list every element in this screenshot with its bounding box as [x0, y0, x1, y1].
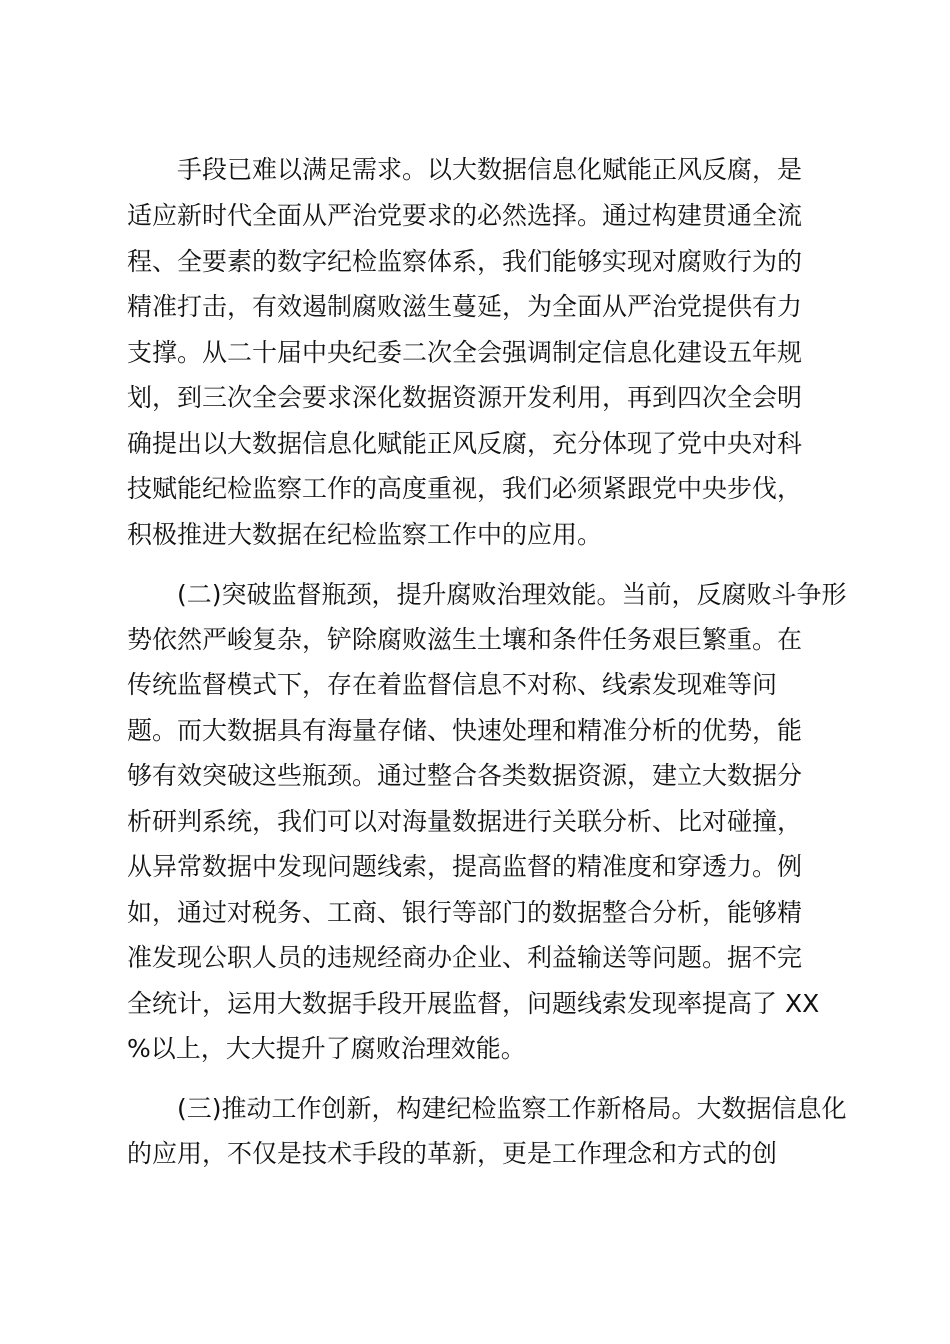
paragraph-line: 够有效突破这些瓶颈。通过整合各类数据资源，建立大数据分 — [127, 761, 803, 790]
paragraph-line: 如，通过对税务、工商、银行等部门的数据整合分析，能够精 — [127, 898, 803, 927]
paragraph-line: 析研判系统，我们可以对海量数据进行关联分析、比对碰撞， — [127, 807, 803, 836]
paragraph-line: 精准打击，有效遏制腐败滋生蔓延，为全面从严治党提供有力 — [127, 292, 803, 321]
section-heading-line: (二)突破监督瓶颈，提升腐败治理效能。当前，反腐败斗争形 — [177, 580, 847, 609]
paragraph-line: 积极推进大数据在纪检监察工作中的应用。 — [127, 520, 603, 549]
paragraph-line: 适应新时代全面从严治党要求的必然选择。通过构建贯通全流 — [127, 201, 803, 230]
paragraph-line: 技赋能纪检监察工作的高度重视，我们必须紧跟党中央步伐， — [127, 474, 803, 503]
paragraph-line: 划，到三次全会要求深化数据资源开发利用，再到四次全会明 — [127, 383, 803, 412]
paragraph-line: 传统监督模式下，存在着监督信息不对称、线索发现难等问 — [127, 670, 778, 699]
paragraph-line: 的应用，不仅是技术手段的革新，更是工作理念和方式的创 — [127, 1139, 778, 1168]
paragraph-line: 从异常数据中发现问题线索，提高监督的精准度和穿透力。例 — [127, 852, 803, 881]
paragraph-line: 势依然严峻复杂，铲除腐败滋生土壤和条件任务艰巨繁重。在 — [127, 625, 803, 654]
paragraph-line: 支撑。从二十届中央纪委二次全会强调制定信息化建设五年规 — [127, 338, 803, 367]
paragraph-line: 全统计，运用大数据手段开展监督，问题线索发现率提高了 XX — [127, 989, 820, 1018]
paragraph-line: 确提出以大数据信息化赋能正风反腐，充分体现了党中央对科 — [127, 429, 803, 458]
paragraph-line: 题。而大数据具有海量存储、快速处理和精准分析的优势，能 — [127, 716, 803, 745]
paragraph-line: %以上，大大提升了腐败治理效能。 — [127, 1034, 526, 1063]
paragraph-line: 程、全要素的数字纪检监察体系，我们能够实现对腐败行为的 — [127, 247, 803, 276]
paragraph-line: 准发现公职人员的违规经商办企业、利益输送等问题。据不完 — [127, 943, 803, 972]
section-heading-line: (三)推动工作创新，构建纪检监察工作新格局。大数据信息化 — [177, 1094, 847, 1123]
paragraph-line: 手段已难以满足需求。以大数据信息化赋能正风反腐，是 — [177, 155, 803, 184]
